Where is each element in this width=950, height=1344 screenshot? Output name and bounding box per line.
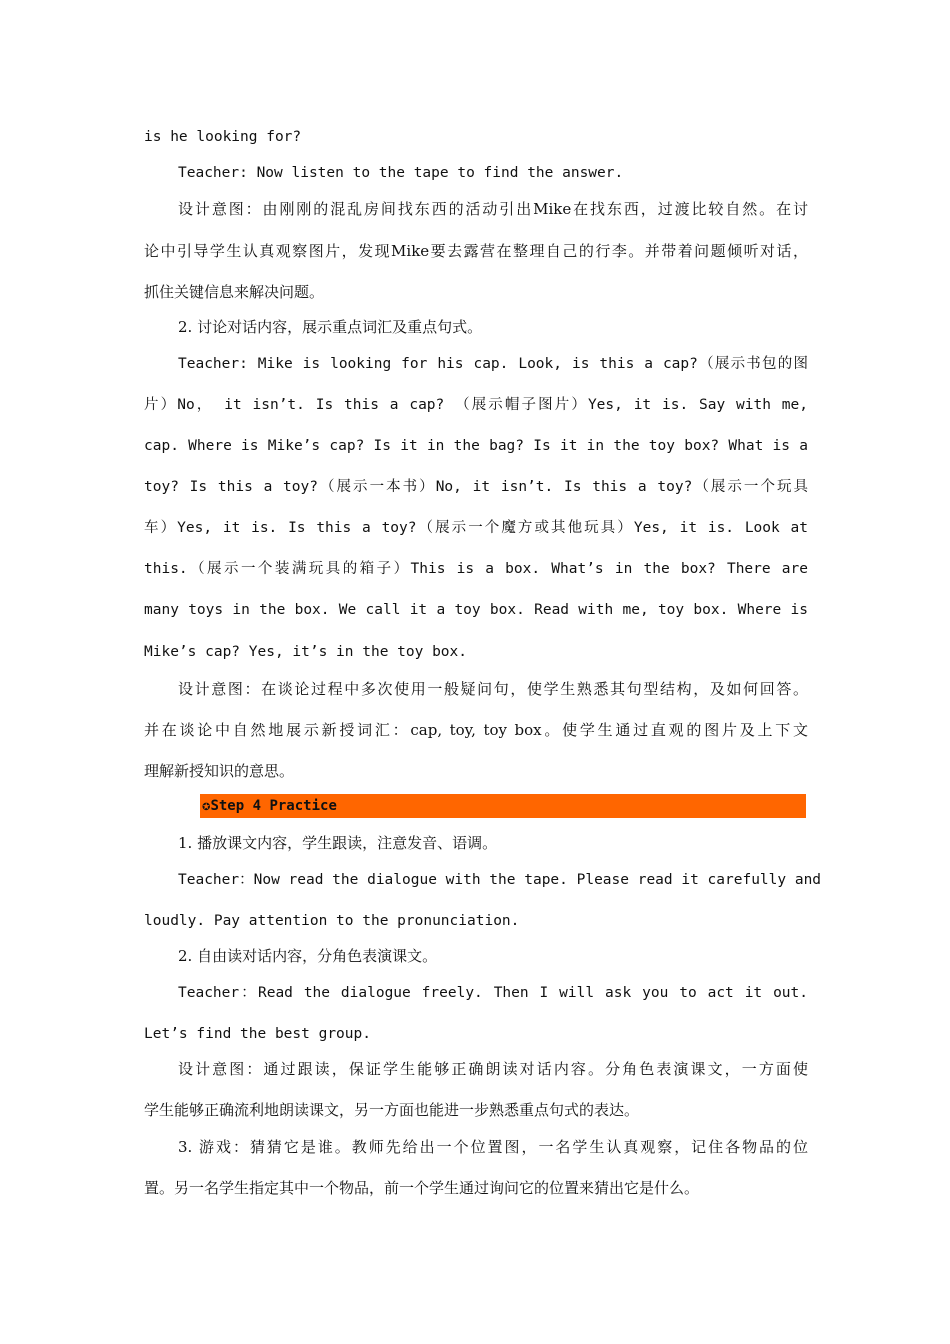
design-intent-line: 理解新授知识的意思。 — [144, 762, 295, 780]
dialogue-line: Teacher：Read the dialogue freely. Then I will ask you to act it out. — [178, 985, 808, 1001]
design-intent-line: 论中引导学生认真观察图片，发现Mike要去露营在整理自己的行李。并带着问题倾听对话， — [144, 242, 808, 260]
step-item-heading: 3. 游戏：猜猜它是谁。教师先给出一个位置图，一名学生认真观察，记住各物品的位 — [178, 1138, 808, 1156]
dialogue-line: Teacher：Now read the dialogue with the tape. Please read it carefully and — [178, 872, 822, 888]
step-banner — [200, 794, 806, 818]
step-item-heading: 2. 自由读对话内容，分角色表演课文。 — [178, 947, 438, 965]
step-banner-label: Step 4 Practice — [210, 798, 337, 814]
dialogue-line: Teacher: Mike is looking for his cap. Look, is this a cap?（展示书包的图 — [178, 356, 808, 372]
dialogue-line: Let’s find the best group. — [144, 1026, 371, 1042]
design-intent-line: 设计意图：由刚刚的混乱房间找东西的活动引出Mike在找东西，过渡比较自然。在讨 — [178, 200, 808, 218]
design-intent-line: 抓住关键信息来解决问题。 — [144, 283, 325, 301]
paragraph-line: is he looking for? — [144, 129, 302, 145]
design-intent-line: 学生能够正确流利地朗读课文，另一方面也能进一步熟悉重点句式的表达。 — [144, 1101, 640, 1119]
paragraph-line: 置。另一名学生指定其中一个物品，前一个学生通过询问它的位置来猜出它是什么。 — [144, 1179, 700, 1197]
dialogue-line: Mike’s cap? Yes, it’s in the toy box. — [144, 644, 468, 660]
design-intent-line: 设计意图：通过跟读，保证学生能够正确朗读对话内容。分角色表演课文，一方面使 — [178, 1060, 808, 1078]
dialogue-line: toy? Is this a toy?（展示一本书）No, it isn’t. Is this a toy?（展示一个玩具 — [144, 479, 808, 495]
dialogue-line: cap. Where is Mike’s cap? Is it in the bag? Is it in the toy box? What is a — [144, 438, 808, 454]
dialogue-line: loudly. Pay attention to the pronunciation. — [144, 913, 520, 929]
star-icon: ✪ — [202, 798, 211, 814]
step-item-heading: 1. 播放课文内容，学生跟读，注意发音、语调。 — [178, 834, 498, 852]
dialogue-line: 片）No， it isn’t. Is this a cap? （展示帽子图片）Yes, it is. Say with me, — [144, 397, 808, 413]
step-item-heading: 2. 讨论对话内容，展示重点词汇及重点句式。 — [178, 318, 483, 336]
dialogue-line: this.（展示一个装满玩具的箱子）This is a box. What’s in the box? There are — [144, 561, 808, 577]
dialogue-line: many toys in the box. We call it a toy box. Read with me, toy box. Where is — [144, 602, 808, 618]
paragraph-line: Teacher: Now listen to the tape to find the answer. — [178, 165, 624, 181]
dialogue-line: 车）Yes, it is. Is this a toy?（展示一个魔方或其他玩具）Yes, it is. Look at — [144, 520, 808, 536]
design-intent-line: 设计意图：在谈论过程中多次使用一般疑问句，使学生熟悉其句型结构，及如何回答。 — [178, 680, 808, 698]
design-intent-line: 并在谈论中自然地展示新授词汇：cap, toy, toy box。使学生通过直观的图片及上下文 — [144, 721, 808, 739]
